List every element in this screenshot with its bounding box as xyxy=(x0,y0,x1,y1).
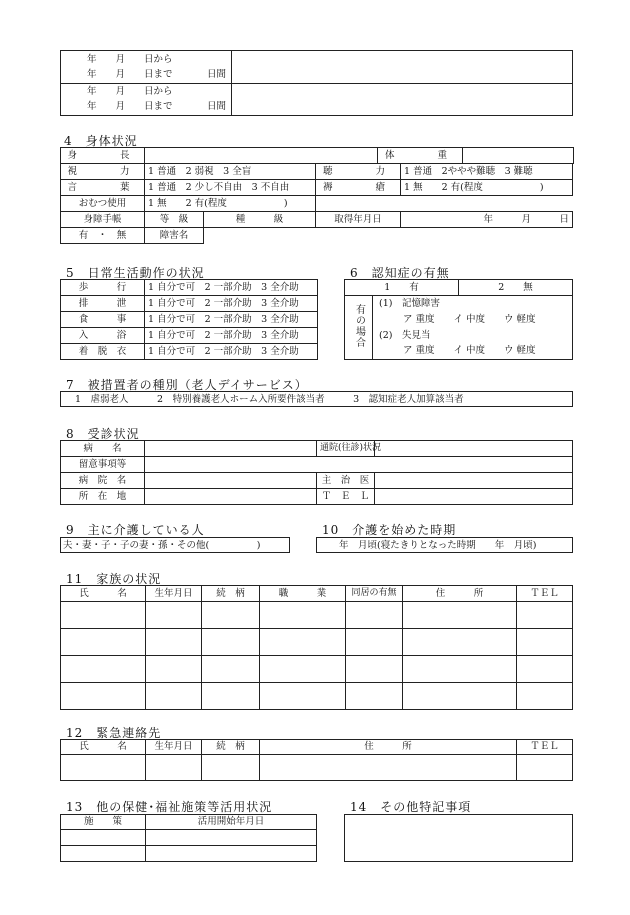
tel-value[interactable] xyxy=(375,489,573,505)
period-to-2: 年 月 日まで xyxy=(87,101,173,112)
adl-excretion-options[interactable]: 1 自分で可 2 一部介助 3 全介助 xyxy=(145,296,318,312)
adl-meal-label: 食 事 xyxy=(61,312,145,328)
type-label: 種 級 xyxy=(204,212,316,228)
illness-label: 病 名 xyxy=(61,441,145,457)
adl-bath-label: 入 浴 xyxy=(61,328,145,344)
disorient-options[interactable]: ア 重度 イ 中度 ウ 軽度 xyxy=(403,345,536,356)
dementia-no[interactable]: 2 無 xyxy=(459,280,573,296)
family-col-job: 職 業 xyxy=(260,586,346,602)
bedsore-label: 褥 瘡 xyxy=(316,180,401,196)
family-col-cohabit: 同居の有無 xyxy=(346,586,403,602)
memory-options[interactable]: ア 重度 イ 中度 ウ 軽度 xyxy=(403,314,536,325)
visit-label: 通院(往診)状況 xyxy=(317,441,375,457)
notes-label: 留意事項等 xyxy=(61,457,145,473)
family-col-address: 住 所 xyxy=(403,586,517,602)
table-row xyxy=(61,602,573,629)
hospital-value[interactable] xyxy=(145,473,317,489)
emergency-col-tel: ＴＥＬ xyxy=(517,740,573,755)
emergency-col-birth: 生年月日 xyxy=(146,740,202,755)
notes-value[interactable] xyxy=(145,457,573,473)
handbook-label: 身障手帳 xyxy=(61,212,145,228)
acquired-label: 取得年月日 xyxy=(316,212,401,228)
grade-label: 等 級 xyxy=(145,212,204,228)
dementia-detail xyxy=(373,296,573,360)
weight-value[interactable] xyxy=(463,148,574,164)
family-col-tel: ＴＥＬ xyxy=(517,586,573,602)
emergency-col-name: 氏 名 xyxy=(61,740,146,755)
adl-table xyxy=(60,279,318,360)
illness-value[interactable] xyxy=(145,441,317,457)
doctor-label: 主 治 医 xyxy=(317,473,375,489)
period-dates-1 xyxy=(61,51,232,84)
table-row xyxy=(61,830,317,846)
memory-label: (1) 記憶障害 xyxy=(379,298,440,309)
table-row xyxy=(61,629,573,656)
section-14-title: 14 その他特記事項 xyxy=(350,800,472,814)
dementia-table xyxy=(344,279,573,360)
adl-dress-options[interactable]: 1 自分で可 2 一部介助 3 全介助 xyxy=(145,344,318,360)
table-row xyxy=(61,755,573,781)
address-value[interactable] xyxy=(145,489,317,505)
physical-table-2 xyxy=(60,163,573,212)
disorient-label: (2) 失見当 xyxy=(379,330,431,341)
height-value[interactable] xyxy=(145,148,378,164)
family-col-name: 氏 名 xyxy=(61,586,146,602)
other-notes-box[interactable] xyxy=(344,814,573,862)
adl-dress-label: 着 脱 衣 xyxy=(61,344,145,360)
services-col-start: 活用開始年月日 xyxy=(146,815,317,830)
adl-bath-options[interactable]: 1 自分で可 2 一部介助 3 全介助 xyxy=(145,328,318,344)
emergency-col-address: 住 所 xyxy=(260,740,517,755)
handbook-table xyxy=(60,211,573,244)
caregiver-options[interactable]: 夫・妻・子・子の妻・孫・その他( ) xyxy=(60,537,290,553)
period-value-1[interactable] xyxy=(232,51,573,84)
adl-walk-options[interactable]: 1 自分で可 2 一部介助 3 全介助 xyxy=(145,280,318,296)
doctor-value[interactable] xyxy=(375,473,573,489)
section-4-title: 4 身体状況 xyxy=(64,134,138,148)
dementia-case-label: 有の場合 xyxy=(345,296,373,360)
period-from-1: 年 月 日から xyxy=(87,54,173,65)
period-value-2[interactable] xyxy=(232,84,573,116)
bedsore-options[interactable]: 1 無 2 有(程度 ) xyxy=(401,180,573,196)
hearing-options[interactable]: 1 普通 2ややや難聴 3 難聴 xyxy=(401,164,573,180)
adl-walk-label: 歩 行 xyxy=(61,280,145,296)
period-from-2: 年 月 日から xyxy=(87,86,173,97)
hearing-label: 聴 力 xyxy=(316,164,401,180)
weight-label: 体 重 xyxy=(378,148,463,164)
height-label: 身 長 xyxy=(61,148,145,164)
section-12-title: 12 緊急連絡先 xyxy=(66,726,162,740)
acquired-date[interactable]: 年 月 日 xyxy=(401,212,573,228)
dementia-yes[interactable]: 1 有 xyxy=(345,280,459,296)
visit-value[interactable] xyxy=(375,441,573,457)
adl-meal-options[interactable]: 1 自分で可 2 一部介助 3 全介助 xyxy=(145,312,318,328)
table-row xyxy=(61,656,573,683)
family-col-relation: 続 柄 xyxy=(202,586,260,602)
section-9-title: 9 主に介護している人 xyxy=(66,523,205,537)
services-table xyxy=(60,814,317,862)
period-table xyxy=(60,50,573,116)
hospital-label: 病 院 名 xyxy=(61,473,145,489)
section-10-title: 10 介護を始めた時期 xyxy=(322,523,457,537)
period-to-1: 年 月 日まで xyxy=(87,69,173,80)
section-6-title: 6 認知症の有無 xyxy=(350,266,450,280)
tel-label: Ｔ Ｅ Ｌ xyxy=(317,489,375,505)
speech-options[interactable]: 1 普通 2 少し不自由 3 不自由 xyxy=(145,180,316,196)
section-8-title: 8 受診状況 xyxy=(66,427,140,441)
vision-label: 視 力 xyxy=(61,164,145,180)
vision-options[interactable]: 1 普通 2 弱視 3 全盲 xyxy=(145,164,316,180)
emergency-col-relation: 続 柄 xyxy=(202,740,260,755)
section-7-title: 7 被措置者の種別（老人デイサービス） xyxy=(66,378,308,392)
period-dates-2 xyxy=(61,84,232,116)
adl-excretion-label: 排 泄 xyxy=(61,296,145,312)
client-type-options[interactable]: 1 虐弱老人 2 特別養護老人ホーム入所要件該当者 3 認知症老人加算該当者 xyxy=(60,391,573,407)
speech-label: 言 葉 xyxy=(61,180,145,196)
diaper-options[interactable]: 1 無 2 有(程度 ) xyxy=(145,196,316,212)
table-row xyxy=(61,683,573,710)
period-unit-1: 日間 xyxy=(207,69,227,80)
medical-table xyxy=(60,440,573,505)
care-start-value[interactable]: 年 月頃(寝たきりとなった時期 年 月頃) xyxy=(316,537,573,553)
section-13-title: 13 他の保健･福祉施策等活用状況 xyxy=(66,800,273,814)
table-row xyxy=(61,846,317,862)
handbook-yesno[interactable]: 有 ・ 無 xyxy=(61,228,145,244)
section-11-title: 11 家族の状況 xyxy=(66,572,162,586)
disability-label: 障害名 xyxy=(145,228,204,244)
physical-table xyxy=(60,147,574,164)
emergency-table xyxy=(60,739,573,781)
period-unit-2: 日間 xyxy=(207,101,227,112)
family-table xyxy=(60,585,573,710)
family-col-birth: 生年月日 xyxy=(146,586,202,602)
diaper-label: おむつ使用 xyxy=(61,196,145,212)
address-label: 所 在 地 xyxy=(61,489,145,505)
services-col-measure: 施 策 xyxy=(61,815,146,830)
section-5-title: 5 日常生活動作の状況 xyxy=(66,266,205,280)
